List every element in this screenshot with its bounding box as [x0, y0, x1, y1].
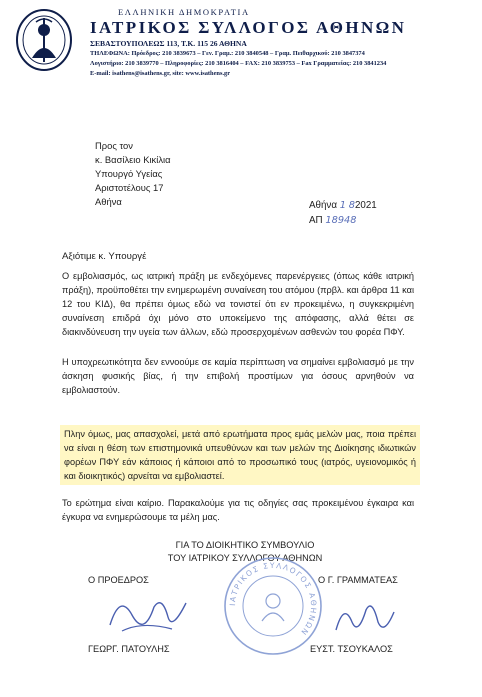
- recipient-city: Αθήνα: [95, 196, 122, 207]
- paragraph-request: Το ερώτημα είναι καίριο. Παρακαλούμε για τις οδηγίες σας προκειμένου έγκαιρα και έγκυρα να ενημερώσουμε τα μέλη μας.: [62, 498, 414, 522]
- paragraph-consent: Ο εμβολιασμός, ως ιατρική πράξη με ενδεχόμενες παρενέργειες (όπως κάθε ιατρική πράξη), προϋποθέτει την ενημερωμένη συναίνεση του ατόμου (πρβλ. και άρθρα 11 και 12 του ΚΙΔ), θα πρέπει όμως εδώ να τονιστεί ότι εν προκειμένω, η συγκεκριμένη συναίνεση επιδρά όχι μόνο στο υποκείμενο της απόφασης, αλλά θέτει σε διακινδύνευση την υγεία των άλλων, εδώ προσερχομένων ασθενών του φορέα ΠΦΥ.: [62, 271, 414, 337]
- date-block: [309, 198, 377, 228]
- date-month: 8: [348, 200, 355, 211]
- organization-address: ΣΕΒΑΣΤΟΥΠΟΛΕΩΣ 113, Τ.Κ. 115 26 ΑΘΗΝΑ: [90, 39, 247, 48]
- protocol-number: 18948: [325, 215, 357, 226]
- date-day: 1: [339, 200, 346, 211]
- phone-numbers: ΤΗΛΕΦΩΝΑ: Πρόεδρος: 210 3839673 – Γεν. Γραμ.: 210 3840548 – Γραμ. Πειθαρχικού: 210 3847374: [90, 50, 365, 57]
- date-year: 2021: [354, 200, 377, 211]
- president-name: ΓΕΩΡΓ. ΠΑΤΟΥΛΗΣ: [88, 644, 170, 654]
- secretary-signature-icon: [330, 592, 400, 642]
- board-line-2: ΤΟΥ ΙΑΤΡΙΚΟΥ ΣΥΛΛΟΓΟΥ ΑΘΗΝΩΝ: [167, 553, 323, 563]
- association-seal-icon: [14, 8, 74, 72]
- organization-name: ΙΑΤΡΙΚΟΣ ΣΥΛΛΟΓΟΣ ΑΘΗΝΩΝ: [90, 18, 407, 37]
- date-city: Αθήνα: [309, 200, 337, 211]
- recipient-block: [95, 139, 171, 209]
- protocol-label: ΑΠ: [309, 215, 323, 226]
- recipient-to: Προς τον: [95, 140, 133, 151]
- board-line-1: ΓΙΑ ΤΟ ΔΙΟΙΚΗΤΙΚΟ ΣΥΜΒΟΥΛΙΟ: [175, 540, 315, 550]
- svg-text:ΙΑΤΡΙΚΟΣ ΣΥΛΛΟΓΟΣ ΑΘΗΝΩΝ: [228, 561, 318, 638]
- email-site: E-mail: isathens@isathens.gr, site: www.isathens.gr: [90, 70, 231, 77]
- recipient-street: Αριστοτέλους 17: [95, 182, 164, 193]
- government-title: ΕΛΛΗΝΙΚΗ ΔΗΜΟΚΡΑΤΙΑ: [118, 7, 250, 17]
- paragraph-highlighted-question: Πλην όμως, μας απασχολεί, μετά από ερωτήματα προς εμάς μελών μας, ποια πρέπει να είναι η θέση των επιστημονικά υπευθύνων και των μελών της Διοίκησης ιδιωτικών φορέων ΠΦΥ εάν κάποιος ή κάποιοι από το προσωπικό τους (ιατρός, υγειονομικός ή και διοικητικός) αρνείται να εμβολιαστεί.: [60, 425, 420, 485]
- secretary-role: Ο Γ. ΓΡΑΜΜΑΤΕΑΣ: [318, 575, 398, 585]
- letterhead: [90, 7, 475, 79]
- official-stamp-icon: [222, 555, 324, 657]
- recipient-name: κ. Βασίλειο Κικίλια: [95, 154, 171, 165]
- accounting-fax-numbers: Λογιστήριο: 210 3839770 – Πληροφορίες: 210 3816404 – FAX: 210 3839753 – Fax Γραμματείας: 210 3841234: [90, 60, 387, 67]
- recipient-title: Υπουργό Υγείας: [95, 168, 163, 179]
- secretary-name: ΕΥΣΤ. ΤΣΟΥΚΑΛΟΣ: [310, 644, 393, 654]
- president-role: Ο ΠΡΟΕΔΡΟΣ: [88, 575, 149, 585]
- greeting: Αξιότιμε κ. Υπουργέ: [62, 251, 147, 262]
- paragraph-obligation: Η υποχρεωτικότητα δεν εννοούμε σε καμία περίπτωση να σημαίνει εμβολιασμό με την άσκηση φυσικής βίας, ή την επιβολή προστίμων για όσους αρνηθούν να εμβολιαστούν.: [62, 357, 414, 395]
- stamp-text: ΙΑΤΡΙΚΟΣ ΣΥΛΛΟΓΟΣ ΑΘΗΝΩΝ: [227, 560, 319, 638]
- president-signature-icon: [102, 585, 192, 640]
